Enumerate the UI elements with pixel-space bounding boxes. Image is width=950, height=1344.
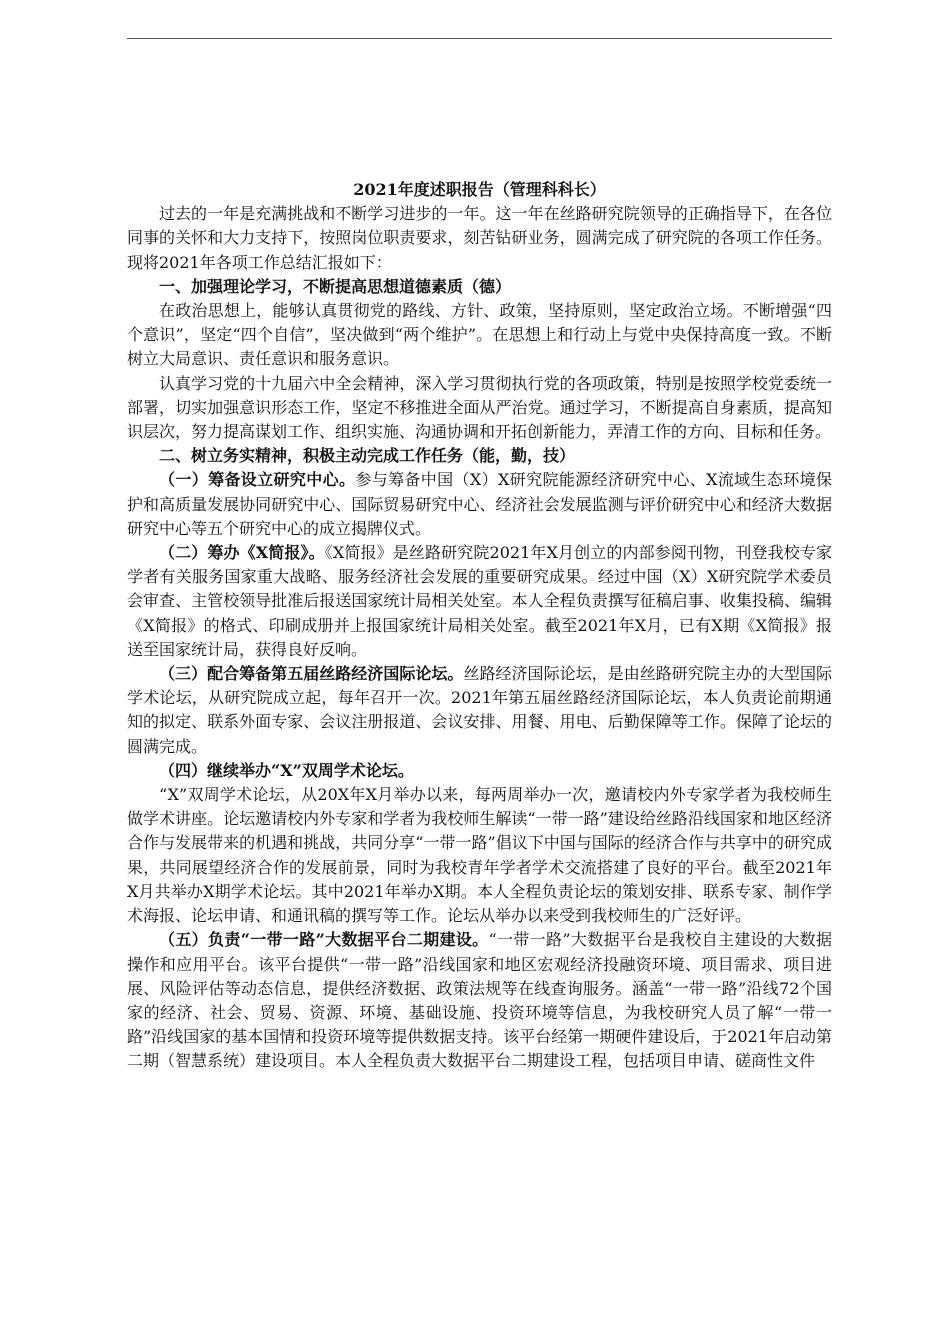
subsection-1 — [127, 468, 832, 541]
subsection-4-body: “X”双周学术论坛，从20X年X月举办以来，每两周举办一次，邀请校内外专家学者为我校师生做学术讲座。论坛邀请校内外专家和学者为我校师生解读“一带一路”建设给丝路沿线国家和地区经济合作与发展带来的机遇和挑战，共同分享“一带一路”倡议下中国与国际的经济合作与共享中的研究成果，共同展望经济合作的发展前景，同时为我校青年学者学术交流搭建了良好的平台。截至2021年X月共举办X期学术论坛。其中2021年举办X期。本人全程负责论坛的策划安排、联系专家、制作学术海报、论坛申请、和通讯稿的撰写等工作。论坛从举办以来受到我校师生的广泛好评。 — [127, 785, 832, 926]
subsection-3-body: 丝路经济国际论坛，是由丝路研究院主办的大型国际学术论坛，从研究院成立起，每年召开一次。2021年第五届丝路经济国际论坛，本人负责论前期通知的拟定、联系外面专家、会议注册报道、会议安排、用餐、用电、后勤保障等工作。保障了论坛的圆满完成。 — [127, 664, 832, 756]
section-heading-2: 二、树立务实精神，积极主动完成工作任务（能，勤，技） — [159, 446, 576, 466]
paragraph-political-thought: 在政治思想上，能够认真贯彻党的路线、方针、政策，坚持原则，坚定政治立场。不断增强“四个意识”，坚定“四个自信”，坚决做到“两个维护”。在思想上和行动上与党中央保持高度一致。不断树立大局意识、责任意识和服务意识。 — [127, 301, 832, 369]
subsection-5-lead: （五）负责“一带一路”大数据平台二期建设。 — [159, 930, 489, 950]
subsection-4-heading: （四）继续举办“X”双周学术论坛。 — [159, 760, 414, 780]
paragraph-study: 认真学习党的十九届六中全会精神，深入学习贯彻执行党的各项政策，特别是按照学校党委统一部署，切实加强意识形态工作，坚定不移推进全面从严治党。通过学习，不断提高自身素质，提高知识层次，努力提高谋划工作、组织实施、沟通协调和开拓创新能力，弄清工作的方向、目标和任务。 — [127, 373, 832, 442]
subsection-2-body: 《X简报》是丝路研究院2021年X月创立的内部参阅刊物，刊登我校专家学者有关服务国家重大战略、服务经济社会发展的重要研究成果。经过中国（X）X研究院学术委员会审查、主管校领导批准后报送国家统计局相关处室。本人全程负责撰写征稿启事、收集投稿、编辑《X简报》的格式、印刷成册并上报国家统计局相关处室。截至2021年X月，已有X期《X简报》报送至国家统计局，获得良好反响。 — [127, 543, 832, 659]
subsection-2 — [127, 541, 832, 662]
section-heading-1: 一、加强理论学习，不断提高思想道德素质（德） — [159, 276, 512, 296]
intro-paragraph: 过去的一年是充满挑战和不断学习进步的一年。这一年在丝路研究院领导的正确指导下，在各位同事的关怀和大力支持下，按照岗位职责要求，刻苦钻研业务，圆满完成了研究院的各项工作任务。现将2021年各项工作总结汇报如下： — [127, 204, 832, 272]
subsection-3-lead: （三）配合筹备第五届丝路经济国际论坛。 — [159, 664, 464, 684]
document-body — [127, 178, 832, 1074]
subsection-1-body: 参与筹备中国（X）X研究院能源经济研究中心、X流域生态环境保护和高质量发展协同研究中心、国际贸易研究中心、经济社会发展监测与评价研究中心和经济大数据研究中心等五个研究中心的成立揭牌仪式。 — [127, 470, 832, 538]
header-rule — [127, 38, 832, 39]
subsection-1-lead: （一）筹备设立研究中心。 — [159, 470, 356, 490]
subsection-5 — [127, 928, 832, 1073]
subsection-3 — [127, 662, 832, 759]
subsection-2-lead: （二）筹办《X简报》。 — [159, 543, 325, 563]
subsection-5-body: “一带一路”大数据平台是我校自主建设的大数据操作和应用平台。该平台提供“一带一路”沿线国家和地区宏观经济投融资环境、项目需求、项目进展、风险评估等动态信息，提供经济数据、政策法规等在线查询服务。涵盖“一带一路”沿线72个国家的经济、社会、贸易、资源、环境、基础设施、投资环境等信息，为我校研究人员了解“一带一路”沿线国家的基本国情和投资环境等提供数据支持。该平台经第一期硬件建设后，于2021年启动第二期（智慧系统）建设项目。本人全程负责大数据平台二期建设工程，包括项目申请、磋商性文件 — [127, 930, 832, 1071]
document-title: 2021年度述职报告（管理科科长） — [353, 180, 606, 199]
